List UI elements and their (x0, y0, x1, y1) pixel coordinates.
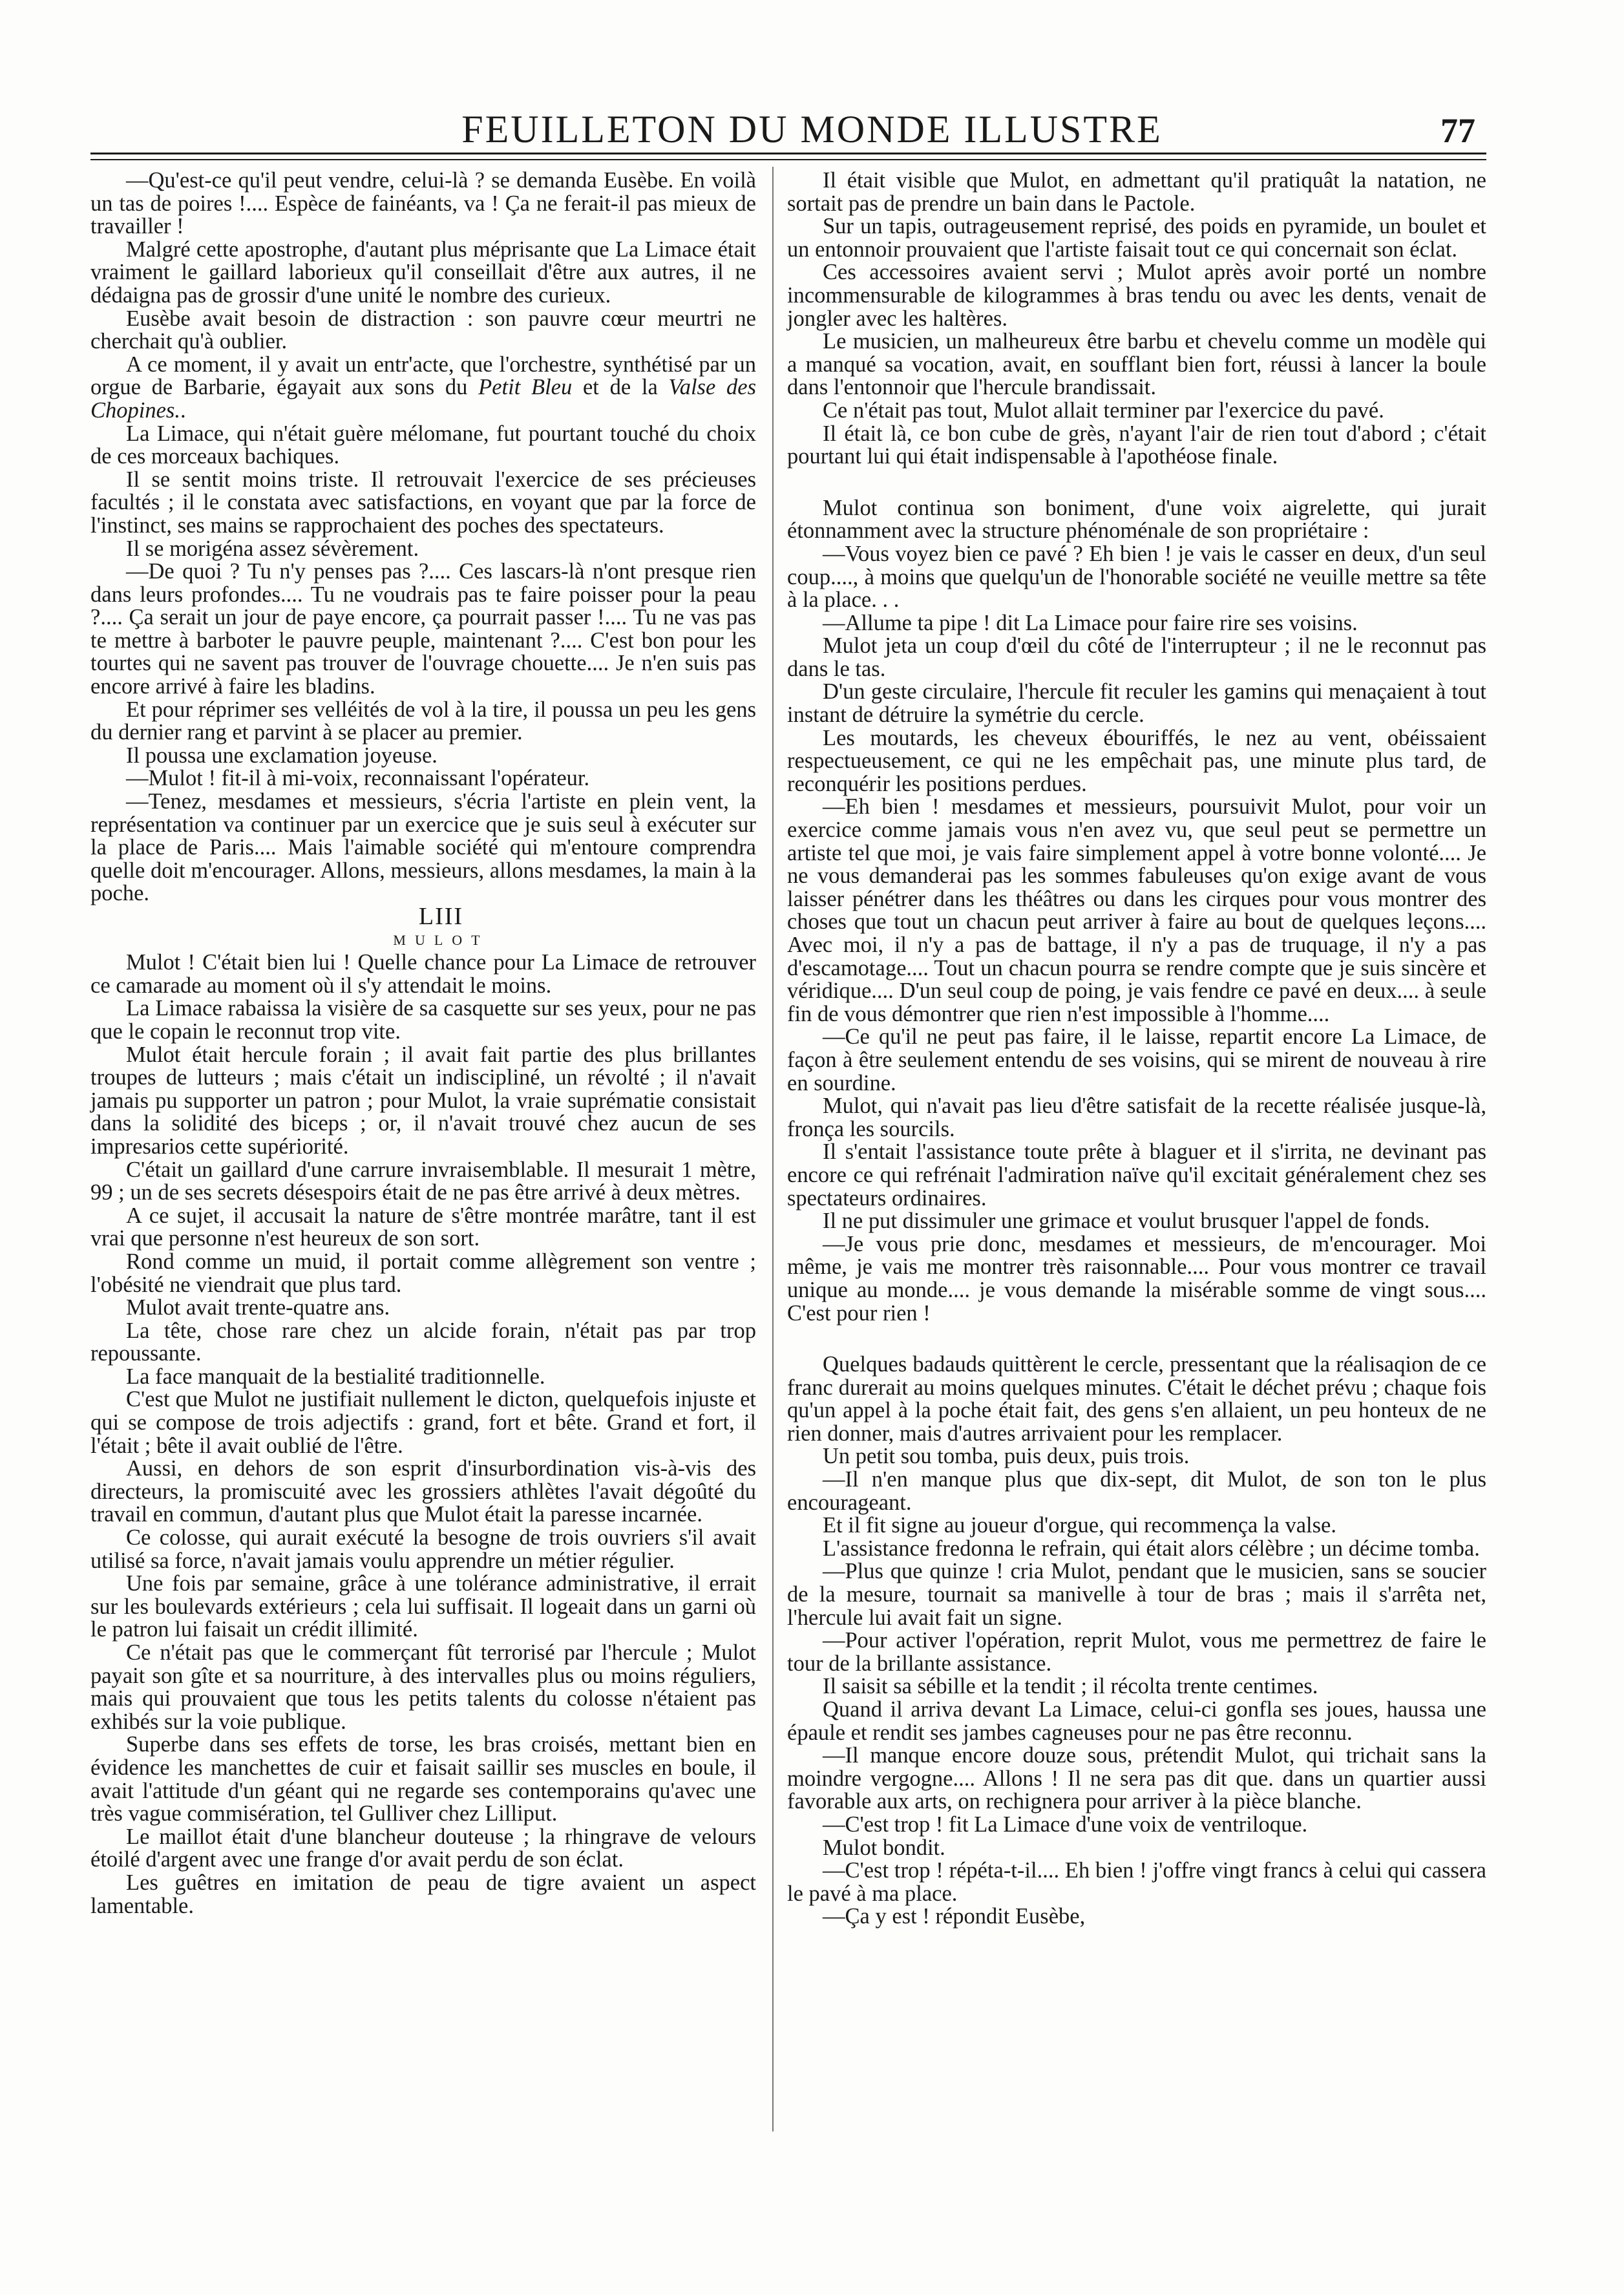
paragraph: Mulot jeta un coup d'œil du côté de l'interrupteur ; il ne le reconnut pas dans le tas. (787, 633, 1486, 681)
paragraph: Mulot bondit. (823, 1835, 945, 1860)
paragraph: —Ça y est ! répondit Eusèbe, (823, 1904, 1086, 1929)
song-title: Valse des Chopines. (90, 375, 756, 423)
paragraph: Mulot avait trente-quatre ans. (126, 1295, 390, 1320)
paragraph: Superbe dans ses effets de torse, les bras croisés, mettant bien en évidence les manchettes de cuir et faisait saillir ses muscles en boule, il avait l'attitude d'un géant qui ne regarde ses contemporains qu'avec une très vague commisération, tel Gulliver chez Lilliput. (90, 1732, 756, 1826)
chapter-title: MULOT (393, 931, 489, 948)
paragraph: Il était visible que Mulot, en admettant qu'il pratiquât la natation, ne sortait pas de prendre un bain dans le Pactole. (787, 168, 1486, 216)
paragraph: —Tenez, mesdames et messieurs, s'écria l'artiste en plein vent, la représentation va continuer par un exercice que je suis seul à exécuter sur la place de Paris.... Mais l'aimable société qui m'entoure comprendra quelle doit m'encourager. Allons, messieurs, allons mesdames, la main à la poche. (90, 789, 756, 906)
paragraph: Une fois par semaine, grâce à une tolérance administrative, il errait sur les boulevards extérieurs ; cela lui suffisait. Il logeait dans un garni où le patron lui faisait un crédit illimité. (90, 1571, 756, 1642)
paragraph: —Pour activer l'opération, reprit Mulot, vous me permettrez de faire le tour de la brillante assistance. (787, 1628, 1486, 1676)
paragraph: Ce n'était pas tout, Mulot allait terminer par l'exercice du pavé. (823, 397, 1384, 423)
paragraph: La Limace, qui n'était guère mélomane, fut pourtant touché du choix de ces morceaux bachiques. (90, 421, 756, 469)
paragraph: Il s'entait l'assistance toute prête à blaguer et il s'irrita, ne devinant pas encore ce qui refrénait l'admiration naïve qu'il excitait généralement chez ses spectateurs ordinaires. (787, 1139, 1486, 1211)
paragraph: Eusèbe avait besoin de distraction : son pauvre cœur meurtri ne cherchait qu'à oublier. (90, 306, 756, 354)
paragraph: Il était là, ce bon cube de grès, n'ayant l'air de rien tout d'abord ; c'était pourtant lui qui était indispensable à l'apothéose finale. (787, 421, 1486, 469)
paragraph: Il ne put dissimuler une grimace et voulut brusquer l'appel de fonds. (823, 1209, 1430, 1234)
song-title: Petit Bleu (478, 375, 573, 400)
text-run: A ce moment, il y avait un entr'acte, que l'orchestre, synthétisé par un orgue de Barbarie, égayait aux sons du (90, 352, 756, 400)
paragraph: Et il fit signe au joueur d'orgue, qui recommença la valse. (823, 1513, 1336, 1538)
text-run: et de la (572, 375, 669, 400)
chapter-number: LIII (418, 903, 464, 930)
paragraph: Quand il arriva devant La Limace, celui-ci gonfla ses joues, haussa une épaule et rendit ses jambes cagneuses pour ne pas être reconnu. (787, 1697, 1486, 1745)
paragraph (90, 354, 756, 423)
paragraph: C'est que Mulot ne justifiait nullement le dicton, quelquefois injuste et qui se compose de trois adjectifs : grand, fort et bête. Grand et fort, il l'était ; bête il avait oublié de l'être. (90, 1387, 756, 1458)
header-rule-thin (90, 159, 1486, 160)
paragraph: —Vous voyez bien ce pavé ? Eh bien ! je vais le casser en deux, d'un seul coup...., à moins que quelqu'un de l'honorable société ne veuille mettre sa tête à la place. . . (787, 541, 1486, 613)
paragraph: Et pour réprimer ses velléités de vol à la tire, il poussa un peu les gens du dernier rang et parvint à se placer au premier. (90, 697, 756, 745)
paragraph: Le musicien, un malheureux être barbu et chevelu comme un modèle qui a manqué sa vocation, avait, en soufflant bien fort, réussi à lancer la boule dans l'entonnoir que l'hercule brandissait. (787, 329, 1486, 400)
running-title: FEUILLETON DU MONDE ILLUSTRE (461, 108, 1163, 151)
paragraph: Le maillot était d'une blancheur douteuse ; la rhingrave de velours étoilé d'argent avec une frange d'or avait perdu de son éclat. (90, 1824, 756, 1872)
paragraph: Mulot continua son boniment, d'une voix aigrelette, qui jurait étonnamment avec la structure phénoménale de son propriétaire : (787, 495, 1486, 544)
paragraph: —Mulot ! fit-il à mi-voix, reconnaissant l'opérateur. (126, 766, 590, 791)
paragraph: La Limace rabaissa la visière de sa casquette sur ses yeux, pour ne pas que le copain le reconnut trop vite. (90, 996, 756, 1044)
paragraph: —C'est trop ! fit La Limace d'une voix de ventriloque. (823, 1812, 1308, 1837)
paragraph: Un petit sou tomba, puis deux, puis trois. (823, 1444, 1190, 1469)
paragraph: Il se sentit moins triste. Il retrouvait l'exercice de ses précieuses facultés ; il le constata avec satisfactions, en voyant que par la force de l'instinct, ses mains se rapprochaient des poches des spectateurs. (90, 467, 756, 538)
paragraph: Mulot, qui n'avait pas lieu d'être satisfait de la recette réalisée jusque-là, fronça les sourcils. (787, 1094, 1486, 1141)
paragraph: —Eh bien ! mesdames et messieurs, poursuivit Mulot, pour voir un exercice comme jamais vous n'en avez vu, que seul peut se permettre un artiste tel que moi, je vais faire simplement appel à votre bonne volonté.... Je ne vous demanderai pas les sommes fabuleuses qu'on exige avant de vous laisser pénétrer dans les théâtres ou dans les cirques pour vous montrer des choses que tout un chacun peut arriver à faire au bout de quelques leçons.... Avec moi, il n'y a pas de battage, il n'y a pas de truquage, il n'y a pas d'escamotage.... Tout un chacun pourra se rendre compte que je suis sincère et véridique.... D'un seul coup de poing, je vais fendre ce pavé en deux.... à seule fin de vous démontrer que rien n'est impossible à l'homme.... (787, 794, 1486, 1026)
paragraph: —Allume ta pipe ! dit La Limace pour faire rire ses voisins. (823, 610, 1358, 635)
paragraph: —De quoi ? Tu n'y penses pas ?.... Ces lascars-là n'ont presque rien dans leurs profondes.... Tu ne voudrais pas te faire poisser pour la peau ?.... Ça serait un jour de paye encore, ça pourrait passer !.... Tu ne vas pas te mettre à barboter le pauvre peuple, maintenant ?.... C'est bon pour les tourtes qui ne savent pas trouver de l'ouvrage chouette.... Je n'en suis pas encore arrivé à faire les bladins. (90, 559, 756, 699)
paragraph: Ce n'était pas que le commerçant fût terrorisé par l'hercule ; Mulot payait son gîte et sa nourriture, à des intervalles plus ou moins réguliers, mais qui prouvaient que tous les petits talents du colosse n'étaient pas exhibés sur la voie publique. (90, 1640, 756, 1734)
paragraph: —C'est trop ! répéta-t-il.... Eh bien ! j'offre vingt francs à celui qui cassera le pavé à ma place. (787, 1858, 1486, 1906)
paragraph: C'était un gaillard d'une carrure invraisemblable. Il mesurait 1 mètre, 99 ; un de ses secrets désespoirs était de ne pas être arrivé à deux mètres. (90, 1157, 756, 1205)
header-rule-thick (90, 153, 1486, 154)
right-column (787, 169, 1486, 1929)
paragraph: —Qu'est-ce qu'il peut vendre, celui-là ? se demanda Eusèbe. En voilà un tas de poires !.... Espèce de fainéants, va ! Ça ne ferait-il pas mieux de travailler ! (90, 168, 756, 239)
paragraph: Les guêtres en imitation de peau de tigre avaient un aspect lamentable. (90, 1870, 756, 1918)
paragraph: —Je vous prie donc, mesdames et messieurs, de m'encourager. Moi même, je vais me montrer très raisonnable.... Pour vous montrer ce travail unique au monde.... je vous demande la misérable somme de vingt sous.... C'est pour rien ! (787, 1231, 1486, 1326)
paragraph: Ces accessoires avaient servi ; Mulot après avoir porté un nombre incommensurable de kilogrammes à bras tendu ou avec les dents, venait de jongler avec les haltères. (787, 260, 1486, 331)
left-column (90, 169, 756, 1918)
paragraph: Mulot était hercule forain ; il avait fait partie des plus brillantes troupes de lutteurs ; mais c'était un indiscipliné, un révolté ; il n'avait jamais pu supporter un patron ; pour Mulot, la vraie suprématie consistait dans la solidité des biceps ; or, il n'avait trouvé chez aucun de ses impresarios cette supériorité. (90, 1042, 756, 1159)
paragraph: Aussi, en dehors de son esprit d'insurbordination vis-à-vis des directeurs, la promiscuité avec les grossiers athlètes l'avait dégoûté du travail en commun, d'autant plus que Mulot était la paresse incarnée. (90, 1456, 756, 1527)
paragraph: —Il n'en manque plus que dix-sept, dit Mulot, de son ton le plus encourageant. (787, 1467, 1486, 1515)
paragraph: —Plus que quinze ! cria Mulot, pendant que le musicien, sans se soucier de la mesure, tournait sa manivelle à tour de bras ; mais il s'arrêta net, l'hercule lui avait fait un signe. (787, 1559, 1486, 1630)
paragraph: —Ce qu'il ne peut pas faire, il le laisse, repartit encore La Limace, de façon à être seulement entendu de ses voisins, qui se mirent de nouveau à rire en sourdine. (787, 1024, 1486, 1095)
paragraph: Rond comme un muid, il portait comme allègrement son ventre ; l'obésité ne viendrait que plus tard. (90, 1249, 756, 1297)
paragraph: Il saisit sa sébille et la tendit ; il récolta trente centimes. (823, 1674, 1318, 1699)
paragraph: Ce colosse, qui aurait exécuté la besogne de trois ouvriers s'il avait utilisé sa force, n'avait jamais voulu apprendre un métier régulier. (90, 1525, 756, 1573)
column-divider (772, 167, 774, 2131)
paragraph: Il poussa une exclamation joyeuse. (126, 743, 438, 768)
paragraph: —Il manque encore douze sous, prétendit Mulot, qui trichait sans la moindre vergogne.... Allons ! Il ne sera pas dit que. dans un quartier aussi favorable aux arts, on rechignera pour arriver à la pièce blanche. (787, 1743, 1486, 1814)
paragraph: Quelques badauds quittèrent le cercle, pressentant que la réalisaqion de ce franc durerait au moins quelques minutes. C'était le déchet prévu ; chaque fois qu'un appel à la poche était fait, des gens s'en allaient, un peu honteux de ne rien donner, mais d'autres arrivaient pour les remplacer. (787, 1352, 1486, 1446)
paragraph: Les moutards, les cheveux ébouriffés, le nez au vent, obéissaient respectueusement, ce qui ne les empêchait pas, une minute plus tard, de reconquérir les positions perdues. (787, 725, 1486, 796)
paragraph: D'un geste circulaire, l'hercule fit reculer les gamins qui menaçaient à tout instant de détruire la symétrie du cercle. (787, 679, 1486, 728)
paragraph: A ce sujet, il accusait la nature de s'être montrée marâtre, tant il est vrai que personne n'est heureux de son sort. (90, 1203, 756, 1251)
paragraph: Malgré cette apostrophe, d'autant plus méprisante que La Limace était vraiment le gaillard laborieux qu'il conseillait d'être aux autres, il ne dédaigna pas de grossir d'une unité le nombre des curieux. (90, 237, 756, 308)
paragraph: Sur un tapis, outrageusement reprisé, des poids en pyramide, un boulet et un entonnoir prouvaient que l'artiste faisait tout ce qui concernait son éclat. (787, 214, 1486, 262)
paragraph: Mulot ! C'était bien lui ! Quelle chance pour La Limace de retrouver ce camarade au moment où il s'y attendait le moins. (90, 950, 756, 998)
page-number: 77 (1440, 111, 1475, 150)
paragraph: L'assistance fredonna le refrain, qui était alors célèbre ; un décime tomba. (823, 1536, 1480, 1561)
text-run: . (180, 397, 186, 423)
paragraph: La face manquait de la bestialité traditionnelle. (126, 1364, 545, 1389)
paragraph: Il se morigéna assez sévèrement. (126, 536, 419, 561)
paragraph: La tête, chose rare chez un alcide forain, n'était pas par trop repoussante. (90, 1318, 756, 1366)
